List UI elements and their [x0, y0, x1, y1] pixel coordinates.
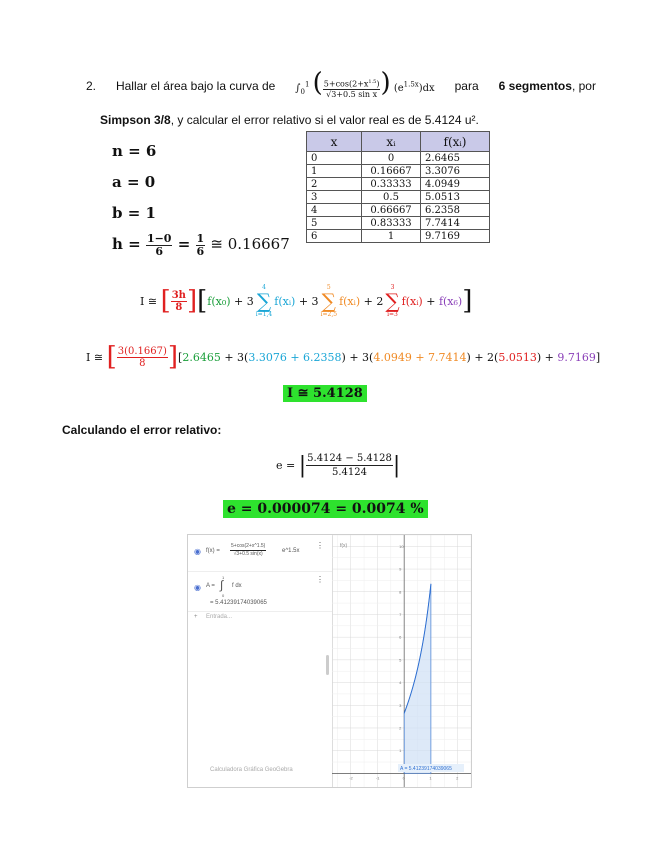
- table-cell: 7.7414: [421, 217, 490, 230]
- eq1-fraction: [230, 543, 266, 558]
- table-cell: 0: [362, 152, 421, 165]
- h-eq2: =: [177, 235, 191, 253]
- table-header-x: x: [307, 132, 362, 152]
- x-tick-label: 2: [456, 775, 459, 781]
- problem-text-d: , y calcular el error relativo si el valor real es de 5.4124 u².: [170, 113, 479, 127]
- table-cell: 4.0949: [421, 178, 490, 191]
- integrand-den: √3+0.5 sin x: [326, 89, 378, 99]
- integrand-num-exp: 1.5: [368, 79, 377, 86]
- integral-lower: 0: [300, 88, 305, 96]
- param-b: b = 1: [112, 204, 156, 222]
- problem-text-c: , por: [571, 78, 596, 93]
- table-cell: 0.83333: [362, 217, 421, 230]
- integral-sign-icon: ∫: [220, 578, 224, 592]
- numeric-coef: [117, 346, 168, 369]
- numeric-v3: 5.0513: [498, 350, 537, 364]
- h-label: h =: [112, 235, 141, 253]
- plus-3b: + 3: [298, 294, 319, 308]
- h-frac2-den: 6: [196, 244, 205, 258]
- y-tick-label: 1: [399, 748, 402, 754]
- numeric-coef-den: 8: [139, 357, 146, 369]
- y-tick-label: 6: [399, 634, 402, 640]
- term-f0: f(x₀): [207, 294, 231, 308]
- numeric-coef-num: 3(0.1667): [117, 345, 167, 357]
- table-row: [307, 230, 490, 243]
- numeric-formula: I ≅ [ $\frac{3(0.1667)}{8}$ ] [ 2.6465 + 3( 3.3076 + 6.2358 ) + 3( 4.0949 + 7.7414 ) + 2( 5.0513 ) + 9.7169 ]: [86, 342, 601, 372]
- table-cell: 0.33333: [362, 178, 421, 191]
- graph-view[interactable]: [332, 535, 471, 787]
- numeric-lhs: I ≅: [86, 350, 104, 364]
- integral-expression: $\int_0^1$ ( $\frac{5+\cos(2+x^{1.5})}{\text{√3+0.5 sin x}}$ ) $(e^{1.5x})dx$: [295, 68, 435, 99]
- plus: +: [426, 294, 436, 308]
- exp-end: )dx: [418, 83, 435, 94]
- coef-den: 8: [175, 301, 183, 313]
- exp-factor: (e: [393, 83, 404, 94]
- y-tick-label: 3: [399, 702, 402, 708]
- numeric-p1: + 3(: [220, 350, 249, 364]
- x-tick-label: -1: [375, 775, 380, 781]
- sum1-top: 4: [262, 284, 266, 291]
- values-table: [306, 131, 490, 243]
- table-row: [307, 152, 490, 165]
- h-frac-num: 1−0: [146, 231, 172, 245]
- more-menu-icon[interactable]: ⋮: [316, 541, 324, 550]
- sum3: 3 ∑ i=3: [385, 284, 400, 318]
- integrand-num: 5+cos(2+x: [323, 79, 369, 89]
- plus-icon[interactable]: +: [194, 614, 198, 620]
- x-tick-label: -2: [349, 775, 353, 781]
- integrand-num-end: ): [376, 79, 380, 89]
- panel-scrollbar[interactable]: [326, 655, 329, 675]
- eq1-label: f(x) =: [206, 548, 220, 554]
- y-tick-label: 7: [399, 611, 402, 617]
- table-cell: 3.3076: [421, 165, 490, 178]
- problem-text-a: Hallar el área bajo la curva de: [115, 78, 276, 93]
- sum1-term: f(xᵢ): [274, 294, 296, 308]
- numeric-p2: ) + 3(: [341, 350, 374, 364]
- exp-power: 1.5x: [403, 80, 419, 89]
- h-fraction2: [196, 233, 206, 258]
- table-cell: 0: [307, 152, 362, 165]
- plus-3a: + 3: [234, 294, 254, 308]
- footer-text: Calculadora Gráfica GeoGebra: [210, 767, 293, 773]
- eq2-label: A =: [206, 583, 215, 589]
- integrand-fraction: [323, 78, 381, 99]
- numeric-open: [: [178, 350, 183, 364]
- h-fraction: [146, 233, 173, 258]
- table-header-xi: xᵢ: [362, 132, 421, 152]
- problem-number: 2.: [86, 78, 97, 93]
- error-heading: Calculando el error relativo:: [62, 423, 222, 437]
- table-cell: 1: [307, 165, 362, 178]
- table-cell: 0.16667: [362, 165, 421, 178]
- table-cell: 0.66667: [362, 204, 421, 217]
- integral-upper: 1: [304, 80, 310, 89]
- table-header-row: [307, 132, 490, 152]
- h-frac2-num: 1: [196, 231, 205, 245]
- segments-text: 6 segmentos: [498, 78, 572, 93]
- algebra-panel: [188, 535, 333, 787]
- method-text: Simpson 3/8: [100, 113, 171, 127]
- table-cell: 0.5: [362, 191, 421, 204]
- table-cell: 3: [307, 191, 362, 204]
- y-tick-label: 10: [399, 543, 404, 549]
- simpson-formula: I ≅ [ $\frac{3h}{8}$ ] [ f(x₀) + 3 4 ∑ i=1,4 f(xᵢ) + 3 5 ∑ i=2,5 f(xᵢ) + 2 3 ∑ i=3 f(xᵢ) + f(x₆) ]: [140, 284, 473, 318]
- y-tick-label: 2: [399, 725, 402, 731]
- parameters: [112, 136, 290, 260]
- table-cell: 4: [307, 204, 362, 217]
- coef-num: 3h: [171, 289, 186, 301]
- algebra-row-2: [188, 571, 332, 612]
- numeric-v0: 2.6465: [182, 350, 221, 364]
- y-tick-label: 8: [399, 589, 402, 595]
- eq1-den: √3+0.5 sin(x): [233, 551, 263, 557]
- visibility-icon[interactable]: ◉: [194, 547, 201, 556]
- geogebra-screenshot: [187, 534, 472, 788]
- param-a: a = 0: [112, 173, 156, 191]
- table-header-fxi: f(xᵢ): [421, 132, 490, 152]
- sum2: 5 ∑ i=2,5: [320, 284, 338, 318]
- numeric-v1: 3.3076 + 6.2358: [248, 350, 342, 364]
- table-cell: 2: [307, 178, 362, 191]
- table-cell: 1: [362, 230, 421, 243]
- numeric-p3: ) + 2(: [466, 350, 499, 364]
- eq1-num: 5+cos(2+x^1.5): [231, 543, 266, 549]
- error-result: e = 0.000074 = 0.0074 %: [223, 500, 428, 518]
- param-h: [112, 229, 290, 260]
- table-cell: 2.6465: [421, 152, 490, 165]
- eq2-upper: 1: [222, 575, 225, 580]
- graph-area-label: A = 5.41239174039065: [400, 766, 452, 772]
- eq2-tail: f dx: [232, 583, 242, 589]
- eq2-lower: 0: [222, 593, 225, 598]
- table-cell: 5: [307, 217, 362, 230]
- table-cell: 6.2358: [421, 204, 490, 217]
- y-tick-label: 9: [399, 566, 402, 572]
- algebra-row-1: [188, 535, 332, 572]
- term-f6: f(x₆): [438, 294, 463, 308]
- y-tick-label: 4: [399, 680, 402, 686]
- graph-axes: [332, 535, 471, 787]
- param-n: n = 6: [112, 142, 157, 160]
- error-num: 5.4124 − 5.4128: [307, 453, 392, 464]
- numeric-v2: 4.0949 + 7.7414: [373, 350, 467, 364]
- error-formula: e = | $\frac{5.4124 - 5.4128}{5.4124}$ |: [276, 452, 401, 478]
- sum2-top: 5: [326, 284, 331, 291]
- formula-lhs: I ≅: [140, 294, 158, 308]
- numeric-v6: 9.7169: [557, 350, 596, 364]
- x-tick-label: 0: [402, 775, 405, 781]
- table-row: [307, 165, 490, 178]
- table-row: [307, 191, 490, 204]
- integral-result: I ≅ 5.4128: [283, 385, 367, 402]
- h-frac-den: 6: [155, 244, 164, 258]
- error-lhs: e =: [276, 459, 296, 472]
- eq2-value: = 5.41239174039065: [210, 600, 267, 606]
- graph-grid: [332, 535, 471, 787]
- sum3-bottom: i=3: [387, 311, 398, 318]
- input-row[interactable]: [188, 611, 332, 625]
- input-placeholder[interactable]: Entrada...: [206, 614, 233, 620]
- table-row: [307, 217, 490, 230]
- table-row: [307, 204, 490, 217]
- table-cell: 9.7169: [421, 230, 490, 243]
- problem-statement: [86, 70, 596, 129]
- h-approx: ≅ 0.16667: [210, 235, 290, 253]
- eq1-tail: e^1.5x: [282, 548, 300, 554]
- axis-y-label: f(x): [340, 543, 348, 549]
- sum2-term: f(xᵢ): [339, 294, 361, 308]
- sum3-term: f(xᵢ): [401, 294, 423, 308]
- sum1: 4 ∑ i=1,4: [255, 284, 273, 318]
- x-tick-label: 1: [429, 775, 432, 781]
- y-tick-label: 5: [399, 657, 402, 663]
- visibility-icon[interactable]: ◉: [194, 583, 201, 592]
- coef-fraction: [171, 290, 187, 313]
- numeric-p4: ) +: [536, 350, 558, 364]
- problem-text-b: para: [454, 78, 479, 93]
- numeric-close: ]: [595, 350, 601, 364]
- sum3-top: 3: [390, 284, 395, 291]
- sum2-bottom: i=2,5: [320, 311, 338, 318]
- error-fraction: [306, 452, 393, 479]
- table-cell: 6: [307, 230, 362, 243]
- sum1-bottom: i=1,4: [255, 311, 273, 318]
- table-row: [307, 178, 490, 191]
- error-den: 5.4124: [332, 467, 368, 478]
- table-cell: 5.0513: [421, 191, 490, 204]
- plus-2: + 2: [363, 294, 384, 308]
- more-menu-icon[interactable]: ⋮: [316, 575, 324, 584]
